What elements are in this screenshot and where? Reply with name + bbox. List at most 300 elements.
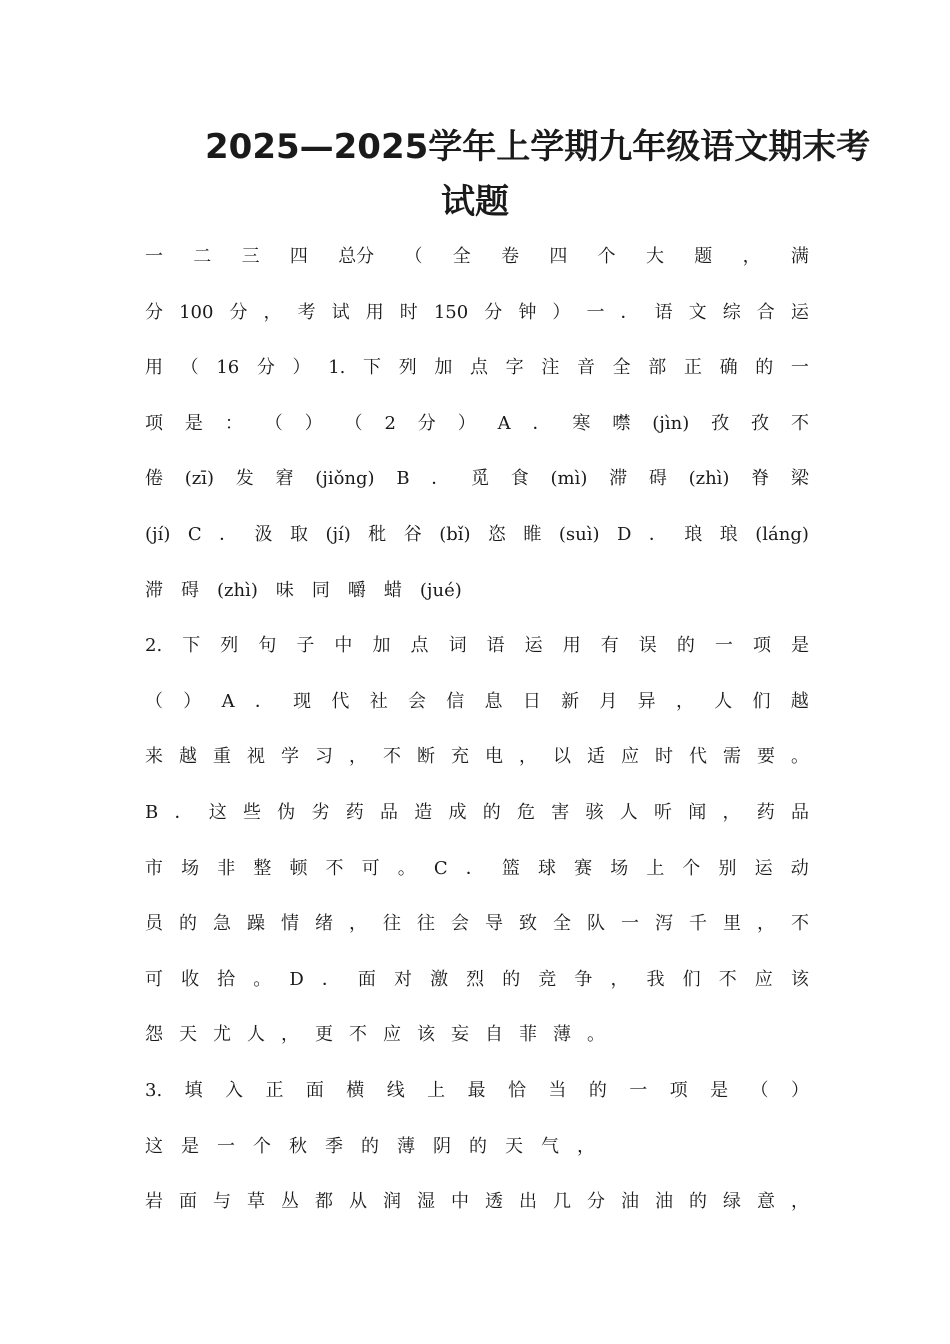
text-token: 出 <box>519 1191 537 1212</box>
text-token: 应 <box>621 746 639 767</box>
text-token: 人 <box>619 802 638 823</box>
text-token: B <box>396 468 410 489</box>
text-token: 时 <box>655 746 673 767</box>
text-token: 息 <box>484 691 503 712</box>
text-token: 的 <box>361 1136 379 1157</box>
text-token: 的 <box>179 913 197 934</box>
text-token: (jí) <box>145 524 171 545</box>
text-token: 别 <box>718 858 737 879</box>
text-token: 不 <box>790 413 809 434</box>
text-token: 音 <box>576 357 595 378</box>
text-token: 一 <box>145 246 163 267</box>
text-token: ． <box>174 802 193 823</box>
text-token: 滞 <box>609 468 628 489</box>
text-token: 人 <box>247 1024 265 1045</box>
text-token: 品 <box>379 802 398 823</box>
text-token: 下 <box>182 635 201 656</box>
text-token: 注 <box>541 357 560 378</box>
text-token: 害 <box>551 802 570 823</box>
text-token: (mì) <box>550 468 588 489</box>
text-token: 四 <box>549 246 568 267</box>
page-title-continued: 试题 <box>441 182 509 222</box>
text-token: 孜 <box>751 413 770 434</box>
text-token: ， <box>281 1024 299 1045</box>
text-token: （ <box>750 1080 769 1101</box>
text-line <box>145 1187 809 1217</box>
text-token: 视 <box>247 746 265 767</box>
text-token: 一 <box>714 635 733 656</box>
text-token: 丛 <box>281 1191 299 1212</box>
text-token: ． <box>219 524 238 545</box>
text-token: 一 <box>621 913 639 934</box>
text-token: 泻 <box>655 913 673 934</box>
text-token: 学 <box>281 746 299 767</box>
text-token: B <box>145 802 159 823</box>
text-token: 越 <box>179 746 197 767</box>
text-token: 更 <box>315 1024 333 1045</box>
text-token: 全 <box>553 913 571 934</box>
text-token: ， <box>757 913 775 934</box>
text-token: 卷 <box>501 246 520 267</box>
text-token: 填 <box>184 1080 203 1101</box>
text-token: 语 <box>486 635 505 656</box>
text-token: 项 <box>752 635 771 656</box>
text-token: 代 <box>331 691 350 712</box>
text-token: 脊 <box>751 468 770 489</box>
text-token: (jìn) <box>652 413 690 434</box>
text-token: ） <box>292 357 311 378</box>
text-token: 个 <box>682 858 701 879</box>
text-token: 上 <box>646 858 665 879</box>
text-token: 分 <box>145 302 163 323</box>
text-token: (jí) <box>325 524 351 545</box>
text-token: 汲 <box>254 524 273 545</box>
text-token: ． <box>321 969 340 990</box>
text-token: 怨 <box>145 1024 163 1045</box>
text-token: 们 <box>682 969 701 990</box>
text-token: 运 <box>790 302 809 323</box>
text-token: 用 <box>562 635 581 656</box>
text-token: 秋 <box>289 1136 307 1157</box>
text-token: 加 <box>372 635 391 656</box>
text-token: 取 <box>289 524 308 545</box>
text-token: 致 <box>519 913 537 934</box>
text-token: 不 <box>325 858 344 879</box>
text-line <box>145 909 809 939</box>
text-token: 闻 <box>688 802 707 823</box>
text-token: 员 <box>145 913 163 934</box>
text-token: 对 <box>393 969 412 990</box>
text-token: 该 <box>417 1024 435 1045</box>
text-token: 阴 <box>433 1136 451 1157</box>
text-token: 几 <box>553 1191 571 1212</box>
text-token: 恰 <box>507 1080 526 1101</box>
text-token: 噤 <box>612 413 631 434</box>
text-token: 文 <box>688 302 707 323</box>
text-token: 异 <box>637 691 656 712</box>
text-token: 语 <box>654 302 673 323</box>
text-token: 顿 <box>289 858 308 879</box>
text-token: 重 <box>213 746 231 767</box>
text-token: ． <box>431 468 450 489</box>
text-token: (láng) <box>755 524 809 545</box>
text-token: 全 <box>612 357 631 378</box>
text-token: 妄 <box>451 1024 469 1045</box>
text-token: 越 <box>790 691 809 712</box>
text-token: 湿 <box>417 1191 435 1212</box>
text-token: 的 <box>755 357 774 378</box>
text-token: （ <box>404 246 423 267</box>
text-token: 可 <box>361 858 380 879</box>
text-token: ） <box>183 691 202 712</box>
text-token: （ <box>264 413 283 434</box>
text-token: 油 <box>655 1191 673 1212</box>
text-line <box>145 854 809 884</box>
text-token: 尤 <box>213 1024 231 1045</box>
text-token: 烈 <box>466 969 485 990</box>
text-token: 总分 <box>338 246 375 267</box>
text-token: C <box>187 524 202 545</box>
text-token: 100 <box>179 302 214 323</box>
text-token: 倦 <box>145 468 163 489</box>
text-token: 听 <box>653 802 672 823</box>
text-token: 恣 <box>487 524 506 545</box>
text-token: (zhì) <box>217 580 258 601</box>
text-token: 大 <box>645 246 664 267</box>
text-line <box>145 687 809 717</box>
text-token: 入 <box>225 1080 244 1101</box>
text-token: 药 <box>756 802 775 823</box>
text-token: 不 <box>791 913 809 934</box>
text-token: ） <box>790 1080 809 1101</box>
text-token: 场 <box>181 858 200 879</box>
text-token: D <box>289 969 304 990</box>
text-token: ， <box>610 969 629 990</box>
text-token: 竞 <box>538 969 557 990</box>
text-token: 部 <box>648 357 667 378</box>
text-token: 孜 <box>711 413 730 434</box>
text-token: 的 <box>689 1191 707 1212</box>
text-token: 是 <box>184 413 203 434</box>
text-token: (zhì) <box>688 468 730 489</box>
text-token: 些 <box>242 802 261 823</box>
text-token: 面 <box>357 969 376 990</box>
text-token: 列 <box>220 635 239 656</box>
text-token: 蜡 <box>383 580 402 601</box>
text-line <box>145 1132 809 1162</box>
text-token: C <box>433 858 448 879</box>
text-token: 危 <box>516 802 535 823</box>
text-token: 试 <box>331 302 350 323</box>
text-token: ， <box>675 691 694 712</box>
text-token: 子 <box>296 635 315 656</box>
text-token: 现 <box>293 691 312 712</box>
text-token: 正 <box>265 1080 284 1101</box>
text-token: 正 <box>683 357 702 378</box>
text-token: 中 <box>334 635 353 656</box>
text-token: 电 <box>485 746 503 767</box>
text-token: D <box>616 524 632 545</box>
text-token: 草 <box>247 1191 265 1212</box>
text-token: 会 <box>407 691 426 712</box>
text-token: 项 <box>145 413 163 434</box>
text-token: 不 <box>349 1024 367 1045</box>
text-token: 2. <box>145 635 163 656</box>
text-token: ． <box>648 524 667 545</box>
text-token: 句 <box>258 635 277 656</box>
text-token: 发 <box>235 468 254 489</box>
text-token: 队 <box>587 913 605 934</box>
text-token: 谷 <box>403 524 422 545</box>
text-token: 的 <box>469 1136 487 1157</box>
text-token: 绪 <box>315 913 333 934</box>
text-token: 一 <box>586 302 605 323</box>
text-token: 造 <box>414 802 433 823</box>
text-token: 赛 <box>574 858 593 879</box>
text-token: 钟 <box>518 302 537 323</box>
text-token: 滞 <box>145 580 163 601</box>
text-token: ， <box>519 746 537 767</box>
text-token: 的 <box>482 802 501 823</box>
text-token: 分 <box>417 413 436 434</box>
text-token: 场 <box>610 858 629 879</box>
text-token: 误 <box>638 635 657 656</box>
text-token: 列 <box>398 357 417 378</box>
text-token: 整 <box>253 858 272 879</box>
text-token: ． <box>465 858 484 879</box>
text-token: ． <box>254 691 273 712</box>
text-token: A <box>221 691 235 712</box>
text-token: 四 <box>289 246 308 267</box>
text-token: 满 <box>790 246 809 267</box>
text-token: 以 <box>553 746 571 767</box>
text-token: 拾 <box>217 969 236 990</box>
text-token: 运 <box>754 858 773 879</box>
text-token: (jiǒng) <box>315 468 375 489</box>
text-token: ） <box>304 413 323 434</box>
text-token: 秕 <box>368 524 387 545</box>
text-token: 窘 <box>275 468 294 489</box>
text-token: ） <box>552 302 571 323</box>
text-line <box>145 631 809 661</box>
text-line <box>145 798 809 828</box>
text-token: 梁 <box>790 468 809 489</box>
text-token: 自 <box>485 1024 503 1045</box>
text-line <box>145 353 809 383</box>
text-token: 是 <box>181 1136 199 1157</box>
text-token: 月 <box>599 691 618 712</box>
text-token: ， <box>577 1136 595 1157</box>
text-token: 合 <box>756 302 775 323</box>
text-token: 从 <box>349 1191 367 1212</box>
text-token: 习 <box>315 746 333 767</box>
text-token: 词 <box>448 635 467 656</box>
text-token: 的 <box>676 635 695 656</box>
text-token: A <box>497 413 511 434</box>
text-token: ， <box>263 302 282 323</box>
text-token: 。 <box>791 746 809 767</box>
text-token: 2 <box>384 413 396 434</box>
text-token: 薄 <box>553 1024 571 1045</box>
text-token: 上 <box>427 1080 446 1101</box>
text-token: 应 <box>383 1024 401 1045</box>
text-line <box>145 742 809 772</box>
text-token: 会 <box>451 913 469 934</box>
text-token: 骇 <box>585 802 604 823</box>
text-token: 新 <box>561 691 580 712</box>
text-token: 项 <box>669 1080 688 1101</box>
text-token: 情 <box>281 913 299 934</box>
text-token: 三 <box>241 246 260 267</box>
text-token: ， <box>349 746 367 767</box>
text-token: 分 <box>229 302 248 323</box>
text-token: 薄 <box>397 1136 415 1157</box>
text-token: 都 <box>315 1191 333 1212</box>
text-token: 里 <box>723 913 741 934</box>
text-token: 断 <box>417 746 435 767</box>
text-line <box>145 520 809 550</box>
text-line <box>145 965 809 995</box>
text-token: 分 <box>256 357 275 378</box>
text-token: 可 <box>145 969 163 990</box>
text-token: 琅 <box>684 524 703 545</box>
text-token: 润 <box>383 1191 401 1212</box>
text-token: 意 <box>757 1191 775 1212</box>
text-token: 急 <box>213 913 231 934</box>
text-token: 字 <box>505 357 524 378</box>
text-token: 天 <box>505 1136 523 1157</box>
text-token: 充 <box>451 746 469 767</box>
text-token: ． <box>532 413 551 434</box>
text-token: 需 <box>723 746 741 767</box>
text-token: 劣 <box>311 802 330 823</box>
text-token: 不 <box>383 746 401 767</box>
text-token: 时 <box>399 302 418 323</box>
text-token: 这 <box>208 802 227 823</box>
text-token: 琅 <box>719 524 738 545</box>
text-line <box>145 576 809 606</box>
text-token: 品 <box>790 802 809 823</box>
text-token: 导 <box>485 913 503 934</box>
text-token: 这 <box>145 1136 163 1157</box>
text-token: 信 <box>446 691 465 712</box>
text-token: 气 <box>541 1136 559 1157</box>
text-token: 与 <box>213 1191 231 1212</box>
text-line <box>145 298 809 328</box>
text-token: 球 <box>537 858 556 879</box>
text-token: 激 <box>430 969 449 990</box>
text-token: 寒 <box>572 413 591 434</box>
text-token: 非 <box>217 858 236 879</box>
text-token: 油 <box>621 1191 639 1212</box>
text-token: 运 <box>524 635 543 656</box>
text-token: 应 <box>754 969 773 990</box>
text-token: 食 <box>510 468 529 489</box>
text-token: 个 <box>253 1136 271 1157</box>
text-token: 篮 <box>501 858 520 879</box>
text-token: 千 <box>689 913 707 934</box>
text-token: (suì) <box>558 524 600 545</box>
text-token: 菲 <box>519 1024 537 1045</box>
text-token: 往 <box>417 913 435 934</box>
text-token: 一 <box>790 357 809 378</box>
text-token: 面 <box>305 1080 324 1101</box>
text-token: （ <box>344 413 363 434</box>
text-token: (zī) <box>184 468 215 489</box>
text-token: 睢 <box>523 524 542 545</box>
text-token: 社 <box>369 691 388 712</box>
text-token: 我 <box>646 969 665 990</box>
text-token: 点 <box>470 357 488 378</box>
text-token: 争 <box>574 969 593 990</box>
text-token: 3. <box>145 1080 163 1101</box>
text-token: 该 <box>790 969 809 990</box>
text-line <box>145 464 809 494</box>
text-token: 躁 <box>247 913 265 934</box>
text-token: 点 <box>410 635 429 656</box>
text-token: 日 <box>522 691 541 712</box>
text-token: 药 <box>345 802 364 823</box>
text-token: 岩 <box>145 1191 163 1212</box>
text-token: 个 <box>597 246 616 267</box>
text-token: （ <box>180 357 199 378</box>
text-token: 透 <box>485 1191 503 1212</box>
text-token: 觅 <box>471 468 490 489</box>
text-token: ） <box>457 413 476 434</box>
text-token: 动 <box>790 858 809 879</box>
text-token: 一 <box>217 1136 235 1157</box>
text-token: (bǐ) <box>439 524 471 545</box>
text-token: 碍 <box>181 580 199 601</box>
text-token: 用 <box>365 302 384 323</box>
text-token: 面 <box>179 1191 197 1212</box>
text-token: 不 <box>718 969 737 990</box>
text-token: 绿 <box>723 1191 741 1212</box>
text-token: 要 <box>757 746 775 767</box>
text-token: 1. <box>328 357 346 378</box>
text-token: 150 <box>433 302 469 323</box>
text-line <box>145 1076 809 1106</box>
text-token: （ <box>145 691 163 712</box>
text-token: (jué) <box>419 580 462 601</box>
text-token: 天 <box>179 1024 197 1045</box>
text-token: 往 <box>383 913 401 934</box>
text-token: 代 <box>689 746 707 767</box>
text-token: 16 <box>216 357 240 378</box>
text-token: 考 <box>297 302 316 323</box>
page-title: 2025—2025学年上学期九年级语文期末考 <box>205 127 871 167</box>
text-token: 。 <box>397 858 416 879</box>
text-token: 成 <box>448 802 467 823</box>
text-token: 的 <box>588 1080 607 1101</box>
text-token: 全 <box>452 246 471 267</box>
text-line <box>145 409 809 439</box>
text-token: ， <box>722 802 741 823</box>
text-token: ， <box>349 913 367 934</box>
text-token: 分 <box>587 1191 605 1212</box>
text-token: 味 <box>275 580 294 601</box>
text-token: 中 <box>451 1191 469 1212</box>
text-line <box>145 1020 809 1050</box>
text-token: 用 <box>145 357 163 378</box>
text-token: 收 <box>181 969 200 990</box>
text-token: 。 <box>253 969 272 990</box>
text-token: 有 <box>600 635 619 656</box>
text-token: 确 <box>719 357 738 378</box>
text-token: 综 <box>722 302 741 323</box>
text-token: 适 <box>587 746 605 767</box>
text-token: 一 <box>629 1080 648 1101</box>
